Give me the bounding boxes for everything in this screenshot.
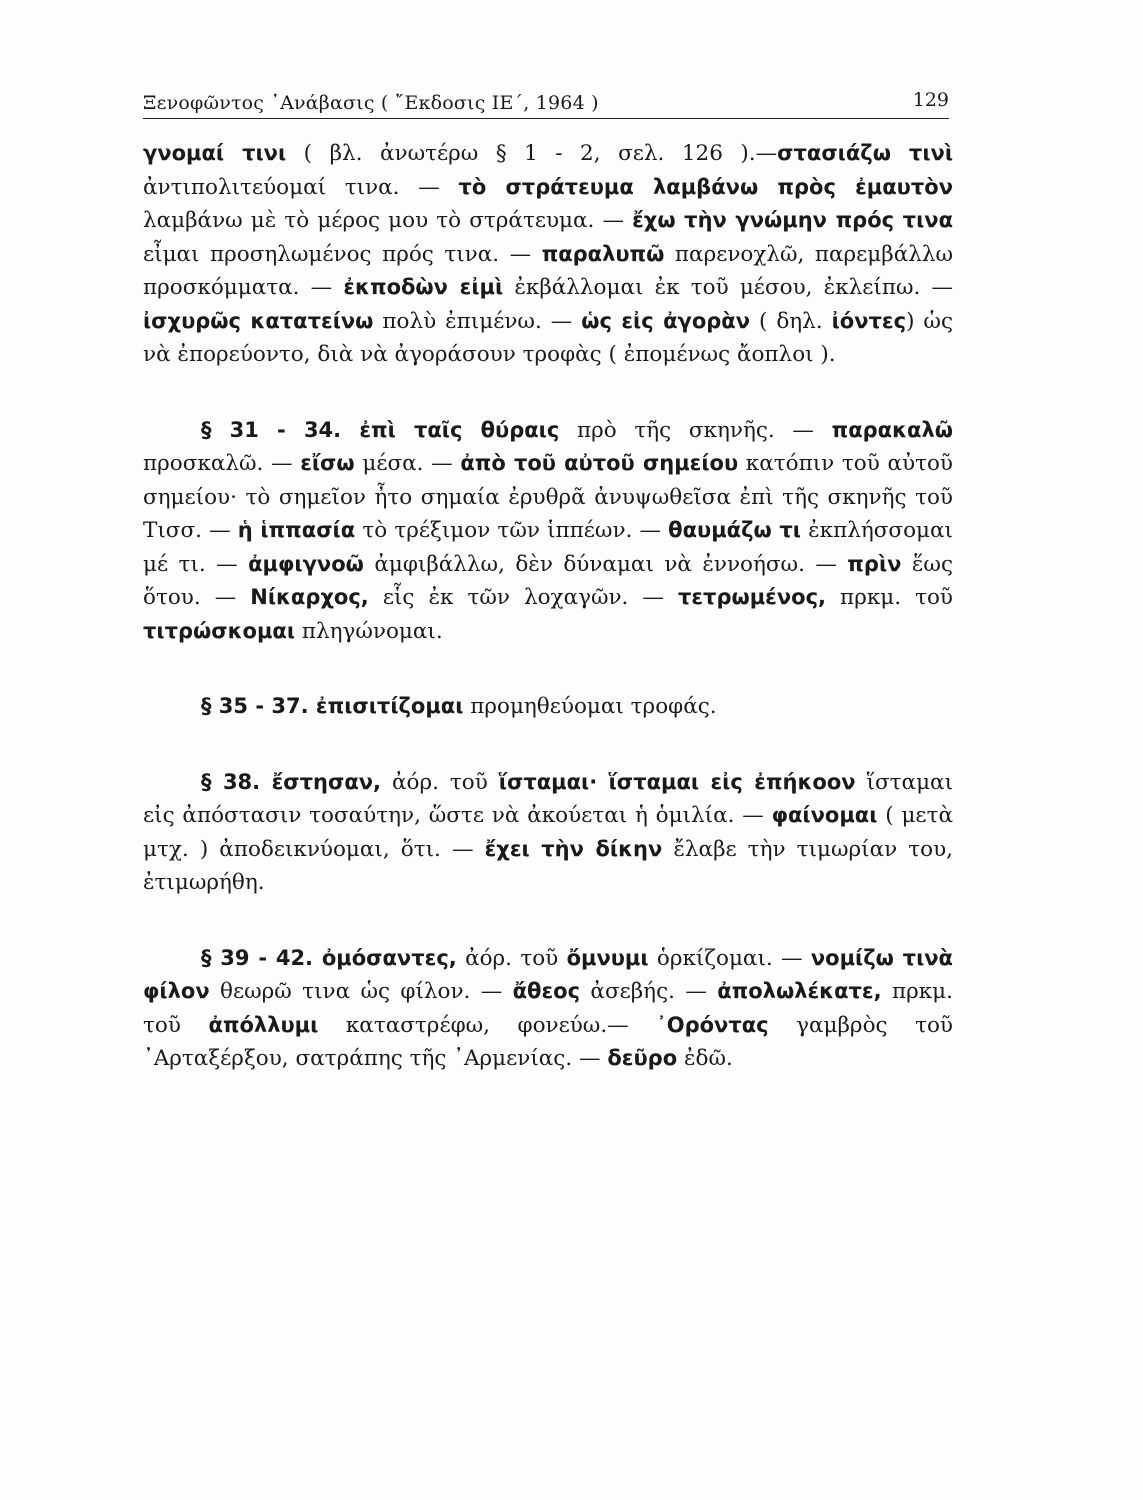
lemma-term: γνομαί τινι <box>143 141 287 165</box>
lemma-term: παραλυπῶ <box>541 241 665 266</box>
lemma-term: ἐκποδὼν εἰμὶ <box>343 275 504 299</box>
running-header <box>143 84 949 119</box>
gloss-text: πρκμ. τοῦ <box>143 979 953 1038</box>
lemma-term: τὸ στράτευμα λαμβάνω πρὸς ἐμαυτὸν <box>458 174 953 199</box>
lemma-term: θαυμάζω τι <box>668 518 801 542</box>
gloss-text: ἔλαβε τὴν τιμωρίαν του, ἐτιμωρήθη. <box>143 836 954 895</box>
gloss-text: πληγώνομαι. <box>295 618 443 644</box>
lemma-term: εἴσω <box>300 451 355 475</box>
lemma-term: νομίζω τινὰ φίλον <box>143 945 953 1003</box>
lemma-term: Νίκαρχος, <box>250 585 369 609</box>
lemma-term: ἡ ἱππασία <box>237 518 356 542</box>
gloss-text: προμηθεύομαι τροφάς. <box>463 694 717 719</box>
gloss-text: πολὺ ἐπιμένω. — <box>373 308 582 334</box>
gloss-text: πρὸ τῆς σκηνῆς. — <box>559 417 832 443</box>
gloss-text: ( βλ. ἀνωτέρω § 1 - 2, σελ. 126 ).— <box>286 141 778 166</box>
lemma-term: ᾿Ορόντας <box>656 1012 769 1037</box>
paragraph <box>143 766 953 900</box>
gloss-text: γαμβρὸς τοῦ ᾿Αρταξέρξου, σατράπης τῆς ᾿Αρμενίας. — <box>143 1012 953 1071</box>
lemma-term: τιτρώσκομαι <box>143 618 296 643</box>
section-marker: § 38. <box>201 769 272 794</box>
lemma-term: ἐπισιτίζομαι <box>315 694 464 718</box>
lemma-term: στασιάζω τινὶ <box>777 141 954 165</box>
gloss-text: εἶμαι προσηλωμένος πρός τινα. — <box>143 241 542 267</box>
gloss-text: ἐδῶ. <box>677 1046 733 1071</box>
header-title: Ξενοφῶντος ᾿Ανάβασις ( ῎Εκδοσις ΙΕ΄, 1964 ) <box>143 92 599 114</box>
lemma-term: ὄμνυμι <box>566 945 649 970</box>
lemma-term: ὡς εἰς ἀγορὰν <box>581 308 751 333</box>
gloss-text: ( μετὰ μτχ. ) ἀποδεικνύομαι, ὅτι. — <box>143 803 953 862</box>
gloss-text: προσκαλῶ. — <box>143 451 301 476</box>
lemma-term: ἀπὸ τοῦ αὐτοῦ σημείου <box>460 451 739 475</box>
lemma-term: πρὶν <box>847 551 902 576</box>
gloss-text: μέσα. — <box>354 451 461 476</box>
lemma-term: ἀμφιγνοῶ <box>248 551 364 576</box>
gloss-text: ) ὡς νὰ ἐπορεύοντο, διὰ νὰ ἀγοράσουν τροφὰς ( ἐπομένως ἄοπλοι ). <box>143 308 953 367</box>
page-body <box>143 137 953 1076</box>
gloss-text: παρενοχλῶ, παρεμβάλλω προσκόμματα. — <box>143 241 954 300</box>
section-marker: § 35 - 37. <box>201 694 316 718</box>
section-marker: § 31 - 34. <box>201 417 360 442</box>
gloss-text: πρκμ. τοῦ <box>826 585 954 610</box>
gloss-text: θεωρῶ τινα ὡς φίλον. — <box>209 979 513 1004</box>
paragraph <box>143 414 953 649</box>
paragraph <box>143 137 953 372</box>
lemma-term: τετρωμένος, <box>677 585 827 609</box>
lemma-term: ἀπόλλυμι <box>208 1012 319 1037</box>
lemma-term: ἵσταμαι· ἵσταμαι εἰς ἐπήκοον <box>498 769 856 794</box>
gloss-text: τὸ τρέξιμον τῶν ἱππέων. — <box>355 518 669 543</box>
gloss-text: ὁρκίζομαι. — <box>648 945 811 971</box>
lemma-term: ἄθεος <box>512 979 581 1003</box>
gloss-text: ἐκπλήσσομαι μέ τι. — <box>143 518 953 577</box>
lemma-term: ἔστησαν, <box>271 769 382 794</box>
gloss-text: εἷς ἐκ τῶν λοχαγῶν. — <box>368 585 678 610</box>
gloss-text: ἵσταμαι εἰς ἀπόστασιν τοσαύτην, ὥστε νὰ ἀκούεται ἡ ὁμιλία. — <box>143 769 953 828</box>
gloss-text: ἕως ὅτου. — <box>143 551 953 610</box>
gloss-text: ( δηλ. <box>750 308 832 334</box>
gloss-text: λαμβάνω μὲ τὸ μέρος μου τὸ στράτευμα. — <box>143 208 633 233</box>
gloss-text: ἀσεβής. — <box>580 979 718 1004</box>
gloss-text: καταστρέφω, φονεύω.— <box>318 1012 657 1038</box>
gloss-text: ἀμφιβάλλω, δὲν δύναμαι νὰ ἐννοήσω. — <box>363 551 848 577</box>
lemma-term: ἀπολωλέκατε, <box>717 979 882 1003</box>
gloss-text: ἀόρ. τοῦ <box>456 945 567 971</box>
lemma-term: ἔχω τὴν γνώμην πρός τινα <box>632 208 953 232</box>
gloss-text: ἀόρ. τοῦ <box>381 769 499 795</box>
lemma-term: ἐπὶ ταῖς θύραις <box>359 417 560 442</box>
section-marker: § 39 - 42. <box>201 945 322 970</box>
gloss-text: ἀντιπολιτεύομαί τινα. — <box>143 174 459 200</box>
lemma-term: φαίνομαι <box>771 803 878 827</box>
lemma-term: παρακαλῶ <box>831 417 953 442</box>
gloss-text: κατόπιν τοῦ αὐτοῦ σημείου· τὸ σημεῖον ἦτο σημαία ἐρυθρᾶ ἀνυψωθεῖσα ἐπὶ τῆς σκηνῆς τοῦ Τισσ. — <box>143 451 953 543</box>
lemma-term: ὀμόσαντες, <box>321 945 457 970</box>
lemma-term: ἰσχυρῶς κατατείνω <box>143 308 374 333</box>
paragraph <box>143 690 953 724</box>
lemma-term: δεῦρο <box>607 1046 678 1070</box>
page-number: 129 <box>912 89 949 111</box>
lemma-term: ἔχει τὴν δίκην <box>484 836 663 861</box>
paragraph <box>143 942 953 1076</box>
gloss-text: ἐκβάλλομαι ἐκ τοῦ μέσου, ἐκλείπω. — <box>503 275 954 300</box>
lemma-term: ἰόντες <box>831 308 907 333</box>
